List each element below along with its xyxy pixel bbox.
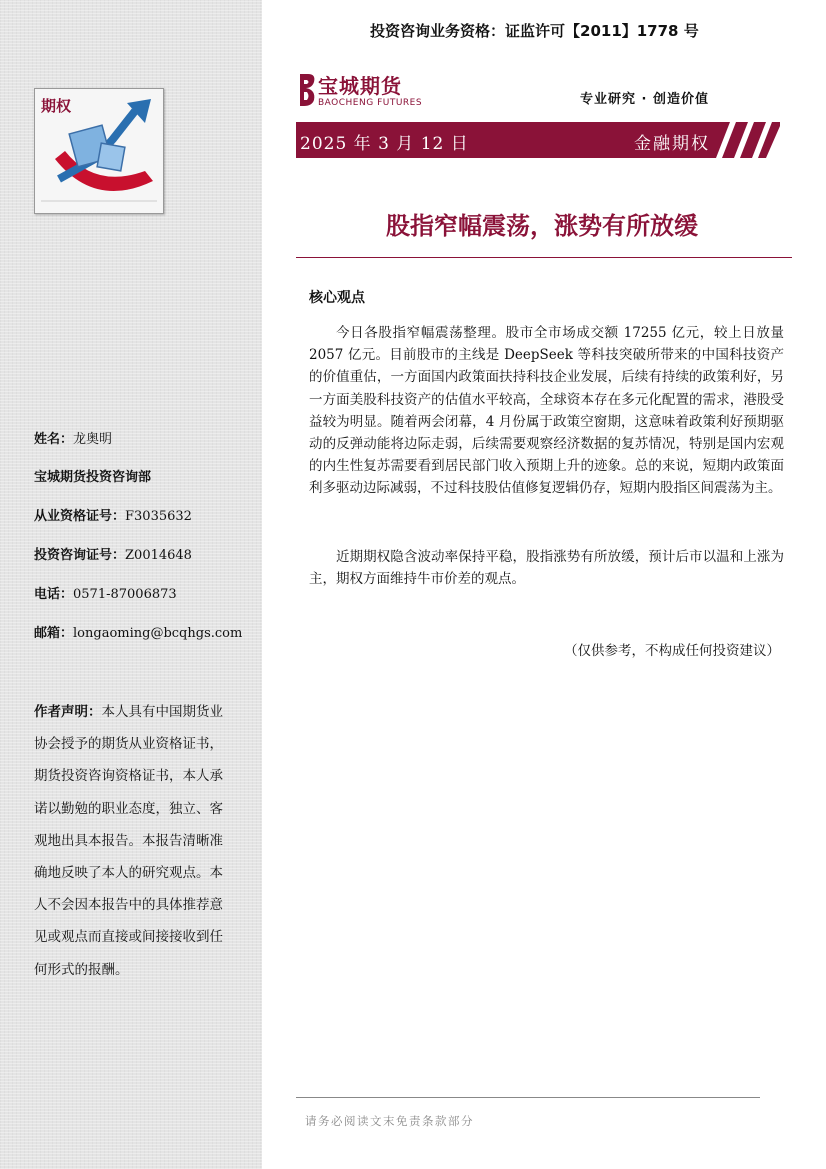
phone-value: 0571-87006873 (73, 587, 177, 602)
author-name-value: 龙奥明 (73, 432, 113, 447)
phone-label: 电话： (34, 587, 74, 602)
footer-note: 请务必阅读文末免责条款部分 (305, 1114, 474, 1128)
paragraph-1: 今日各股指窄幅震荡整理。股市全市场成交额 17255 亿元，较上日放量 2057 亿元。目前股市的主线是 DeepSeek 等科技突破所带来的中国科技资产的价值重估，一方面国内政策面扶持科技企业发展，后续有持续的政策利好，另一方面美股科技资产的估值水平较高，全球资本存在多元化配置的需求，港股受益较为明显。随着两会闭幕，4 月份属于政策空窗期，这意味着政策利好预期驱动的反弹动能将边际走弱，后续需要观察经济数据的复苏情况，特别是国内宏观的内生性复苏需要看到居民部门收入预期上升的迹象。总的来说，短期内政策面利多驱动边际减弱，不过科技股估值修复逻辑仍存，短期内股指区间震荡为主。 (309, 325, 784, 497)
phone (34, 583, 177, 602)
email (34, 622, 242, 641)
email-value[interactable]: longaoming@bcqhgs.com (73, 626, 243, 641)
license-number (34, 505, 192, 524)
email-label: 邮箱： (34, 626, 74, 641)
disclaimer: （仅供参考，不构成任何投资建议） (564, 643, 780, 659)
section-heading: 核心观点 (309, 290, 365, 306)
report-category: 金融期权 (634, 134, 710, 154)
consult-number-label: 投资咨询证号： (34, 548, 126, 563)
cover-image (34, 88, 164, 214)
license-number-value: F3035632 (125, 509, 192, 524)
logo-subtext: BAOCHENG FUTURES (318, 98, 423, 108)
license-line: 投资咨询业务资格：证监许可【2011】1778 号 (370, 22, 699, 40)
cover-label: 期权 (41, 97, 72, 115)
title-divider (296, 257, 792, 258)
statement-text: 本人具有中国期货业协会授予的期货从业资格证书，期货投资咨询资格证书，本人承诺以勤勉的职业态度，独立、客观地出具本报告。本报告清晰准确地反映了本人的研究观点。本人不会因本报告中的具体推荐意见或观点而直接或间接接收到任何形式的报酬。 (34, 704, 223, 978)
department-value: 宝城期货投资咨询部 (34, 470, 152, 485)
consult-number-value: Z0014648 (125, 548, 192, 563)
paragraph-2: 近期期权隐含波动率保持平稳，股指涨势有所放缓，预计后市以温和上涨为主，期权方面维持牛市价差的观点。 (309, 549, 784, 588)
author-statement (34, 696, 234, 986)
author-name (34, 428, 112, 447)
report-date: 2025 年 3 月 12 日 (300, 134, 469, 154)
footer-divider (296, 1097, 760, 1098)
logo-text: 宝城期货 (318, 74, 402, 98)
license-number-label: 从业资格证号： (34, 509, 126, 524)
report-title: 股指窄幅震荡，涨势有所放缓 (386, 212, 698, 240)
department (34, 466, 151, 485)
author-name-label: 姓名： (34, 432, 74, 447)
slogan: 专业研究 · 创造价值 (580, 92, 709, 107)
statement-label: 作者声明： (34, 704, 102, 720)
logo-mark-icon (296, 70, 318, 110)
consult-number (34, 544, 192, 563)
